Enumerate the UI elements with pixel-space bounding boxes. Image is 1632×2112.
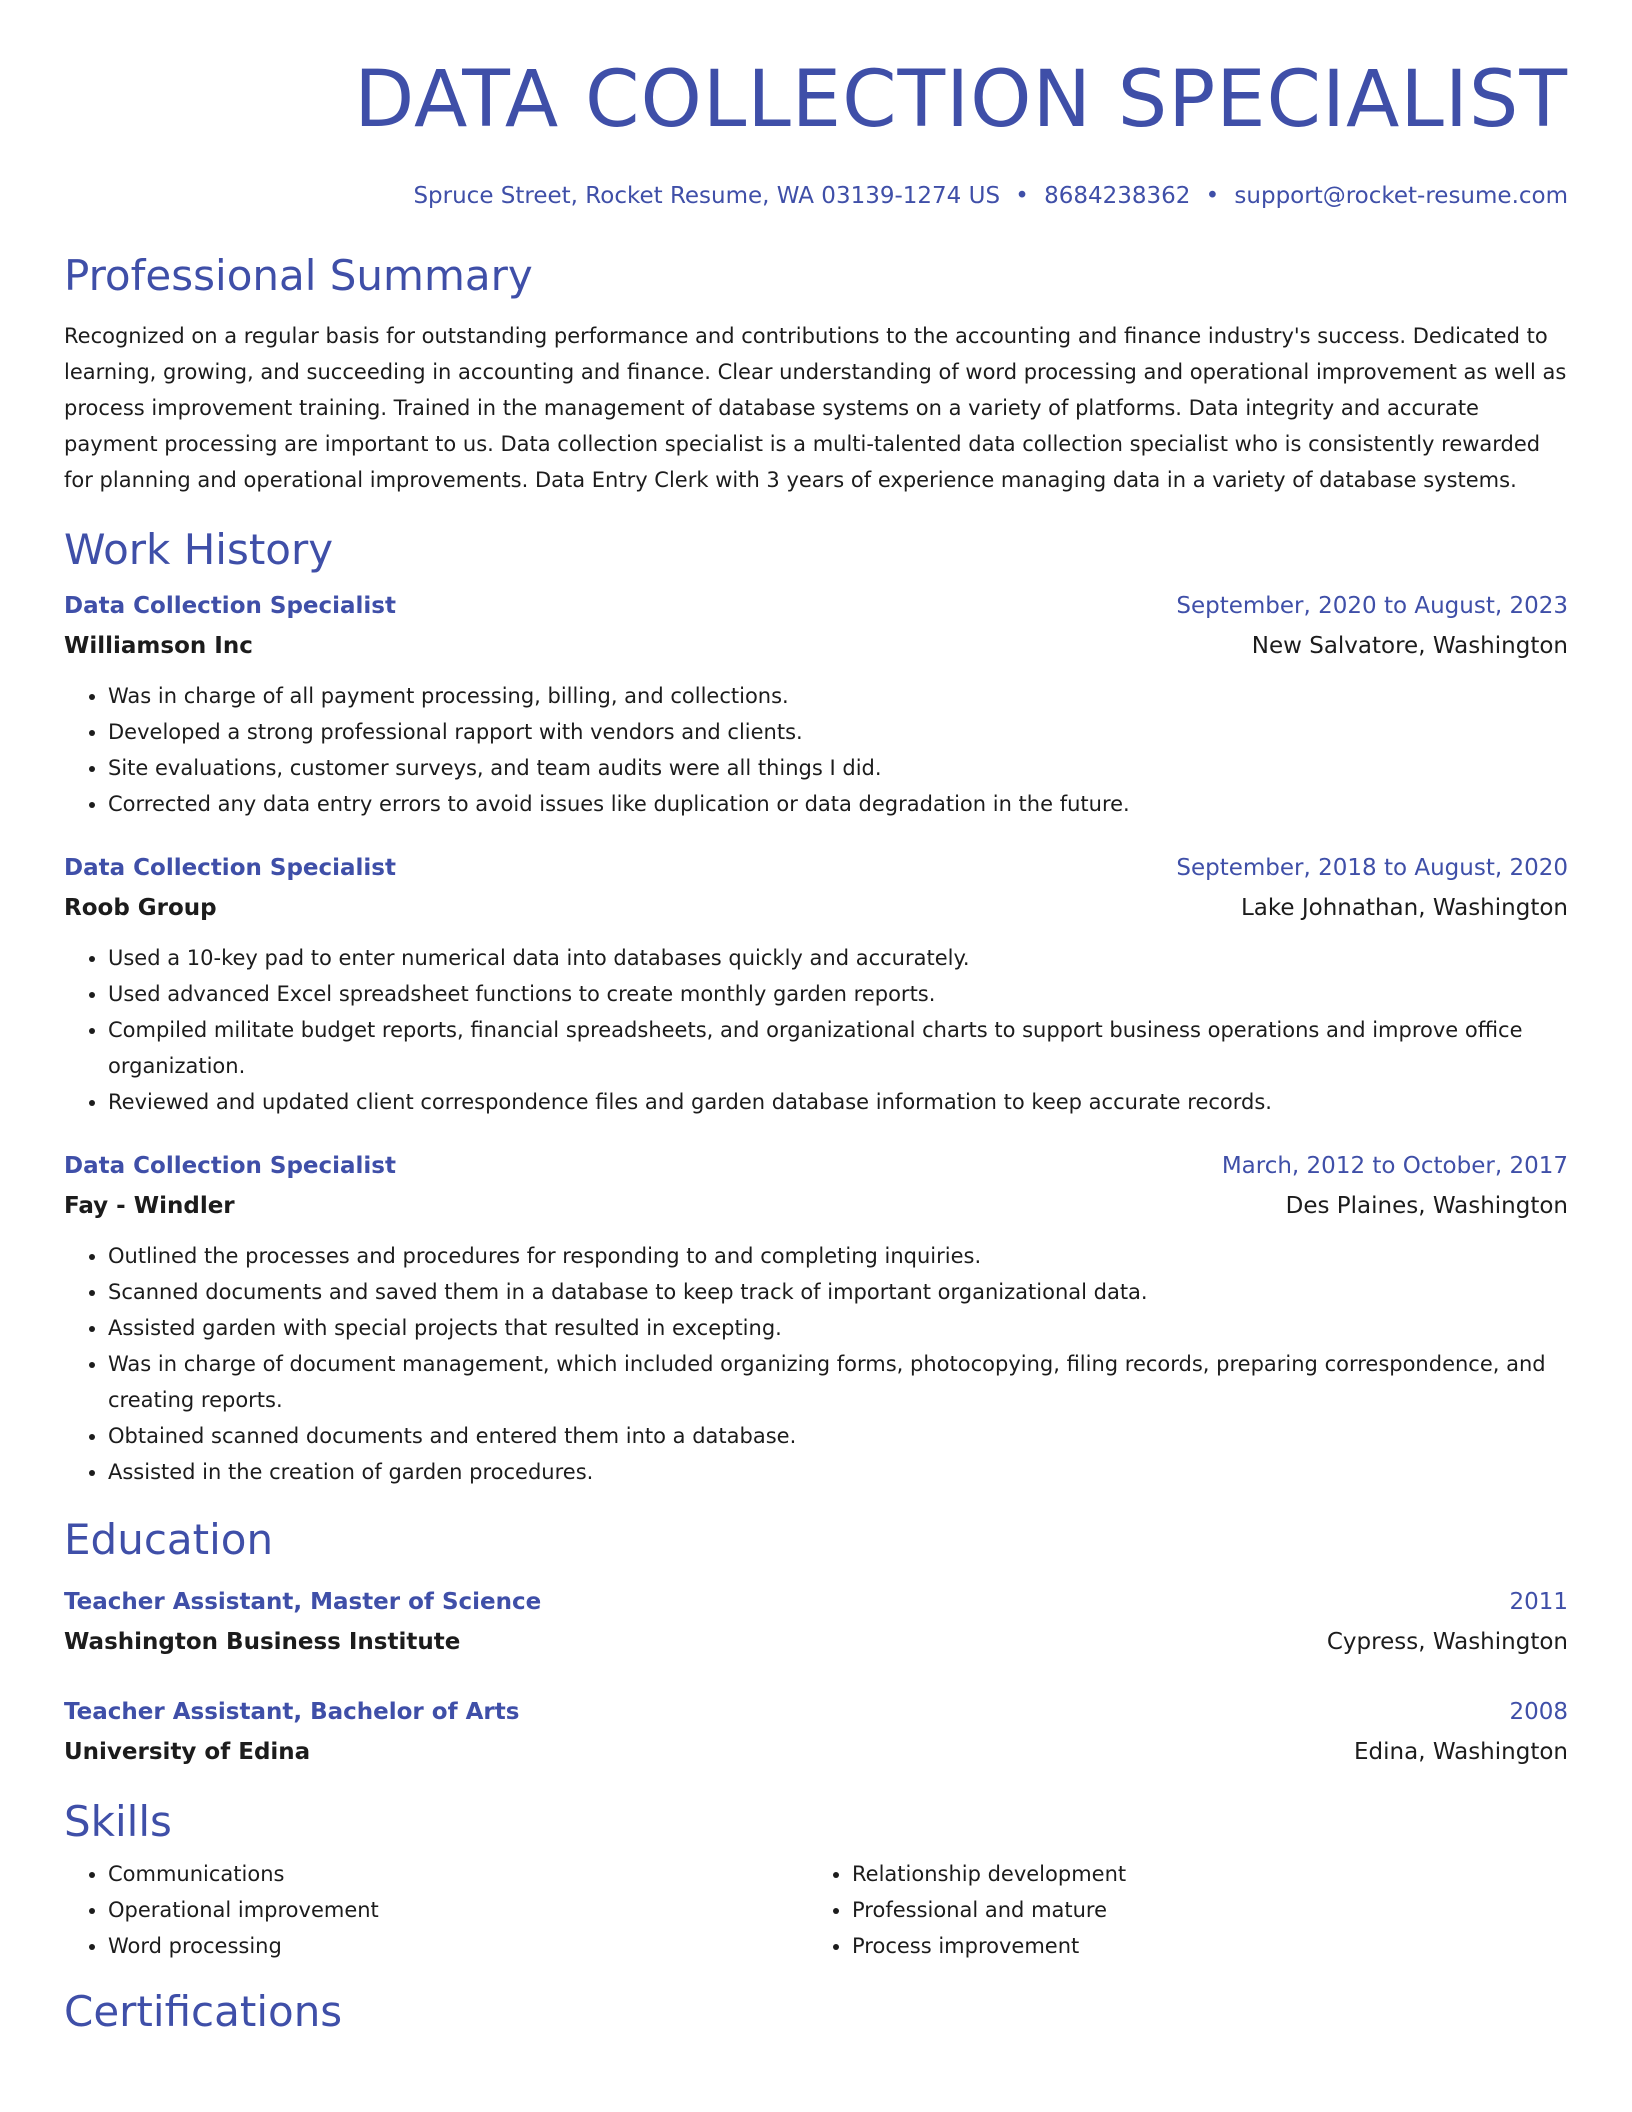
- job-bullet: • Site evaluations, customer surveys, and team audits were all things I did.: [108, 750, 1568, 786]
- job-bullet: • Compiled militate budget reports, financial spreadsheets, and organizational charts to support business operations and improve office organization.: [108, 1012, 1568, 1084]
- education-school: University of Edina: [64, 1739, 311, 1765]
- education-heading: Education: [64, 1515, 274, 1564]
- skill-item: • Communications: [108, 1856, 808, 1892]
- job-bullet: • Used advanced Excel spreadsheet functions to create monthly garden reports.: [108, 976, 1568, 1012]
- skills-column-right: [808, 1856, 1552, 1964]
- summary-heading: Professional Summary: [64, 251, 533, 300]
- education-degree: Teacher Assistant, Bachelor of Arts: [64, 1699, 520, 1725]
- contact-separator: •: [1205, 183, 1220, 209]
- job-location: New Salvatore, Washington: [1251, 633, 1568, 659]
- job-bullets: [64, 1238, 1568, 1490]
- skill-item: • Professional and mature: [852, 1892, 1552, 1928]
- contact-email[interactable]: support@rocket-resume.com: [1234, 183, 1568, 209]
- job-company: Williamson Inc: [64, 633, 253, 659]
- skills-list: [64, 1856, 1568, 1964]
- job-company: Fay - Windler: [64, 1193, 235, 1219]
- job-entry: [64, 586, 1568, 822]
- contact-separator: •: [1015, 183, 1029, 209]
- job-bullet: • Was in charge of all payment processing, billing, and collections.: [108, 678, 1568, 714]
- job-role: Data Collection Specialist: [64, 855, 396, 881]
- education-location: Cypress, Washington: [1326, 1629, 1568, 1655]
- job-bullet: • Scanned documents and saved them in a database to keep track of important organizational data.: [108, 1274, 1568, 1310]
- job-bullet: • Assisted garden with special projects that resulted in excepting.: [108, 1310, 1568, 1346]
- contact-line: [64, 180, 1568, 212]
- skill-item: • Process improvement: [852, 1928, 1552, 1964]
- job-bullet: • Reviewed and updated client correspondence files and garden database information to keep accurate records.: [108, 1084, 1568, 1120]
- job-bullet: • Outlined the processes and procedures for responding to and completing inquiries.: [108, 1238, 1568, 1274]
- job-entry: [64, 848, 1568, 1120]
- job-bullets: [64, 678, 1568, 822]
- education-entry: [64, 1692, 1568, 1772]
- page-title: DATA COLLECTION SPECIALIST: [354, 55, 1568, 145]
- education-degree: Teacher Assistant, Master of Science: [64, 1589, 542, 1615]
- education-year: 2008: [1509, 1699, 1568, 1725]
- job-dates: March, 2012 to October, 2017: [1221, 1153, 1568, 1179]
- education-location: Edina, Washington: [1354, 1739, 1568, 1765]
- education-entry: [64, 1582, 1568, 1662]
- job-role: Data Collection Specialist: [64, 593, 396, 619]
- job-bullet: • Assisted in the creation of garden procedures.: [108, 1454, 1568, 1490]
- skill-item: • Word processing: [108, 1928, 808, 1964]
- contact-address: Spruce Street, Rocket Resume, WA 03139-1274 US: [413, 183, 1001, 209]
- skills-column-left: [64, 1856, 808, 1964]
- job-entry: [64, 1146, 1568, 1490]
- contact-phone: 8684238362: [1044, 183, 1191, 209]
- job-location: Des Plaines, Washington: [1285, 1193, 1568, 1219]
- job-bullet: • Corrected any data entry errors to avoid issues like duplication or data degradation in the future.: [108, 786, 1568, 822]
- skill-item: • Operational improvement: [108, 1892, 808, 1928]
- summary-text: Recognized on a regular basis for outstanding performance and contributions to the accounting and finance industry's success. Dedicated to learning, growing, and succeeding in accounting and finance. Clear understanding of word processing and operational improvement as well as process improvement training. Trained in the management of database systems on a variety of platforms. Data integrity and accurate payment processing are important to us. Data collection specialist is a multi-talented data collection specialist who is consistently rewarded for planning and operational improvements. Data Entry Clerk with 3 years of experience managing data in a variety of database systems.: [64, 324, 1567, 492]
- job-bullet: • Was in charge of document management, which included organizing forms, photocopying, filing records, preparing correspondence, and creating reports.: [108, 1346, 1568, 1418]
- job-bullet: • Used a 10-key pad to enter numerical data into databases quickly and accurately.: [108, 940, 1568, 976]
- work-history-heading: Work History: [64, 525, 334, 574]
- job-bullets: [64, 940, 1568, 1120]
- job-role: Data Collection Specialist: [64, 1153, 396, 1179]
- education-school: Washington Business Institute: [64, 1629, 461, 1655]
- job-dates: September, 2020 to August, 2023: [1176, 593, 1568, 619]
- job-bullet: • Developed a strong professional rapport with vendors and clients.: [108, 714, 1568, 750]
- job-dates: September, 2018 to August, 2020: [1176, 855, 1568, 881]
- skills-heading: Skills: [64, 1797, 172, 1846]
- certifications-heading: Certifications: [64, 1987, 343, 2036]
- job-location: Lake Johnathan, Washington: [1240, 895, 1568, 921]
- skill-item: • Relationship development: [852, 1856, 1552, 1892]
- resume-page: [64, 52, 1568, 2040]
- education-year: 2011: [1509, 1589, 1568, 1615]
- job-company: Roob Group: [64, 895, 217, 921]
- job-bullet: • Obtained scanned documents and entered them into a database.: [108, 1418, 1568, 1454]
